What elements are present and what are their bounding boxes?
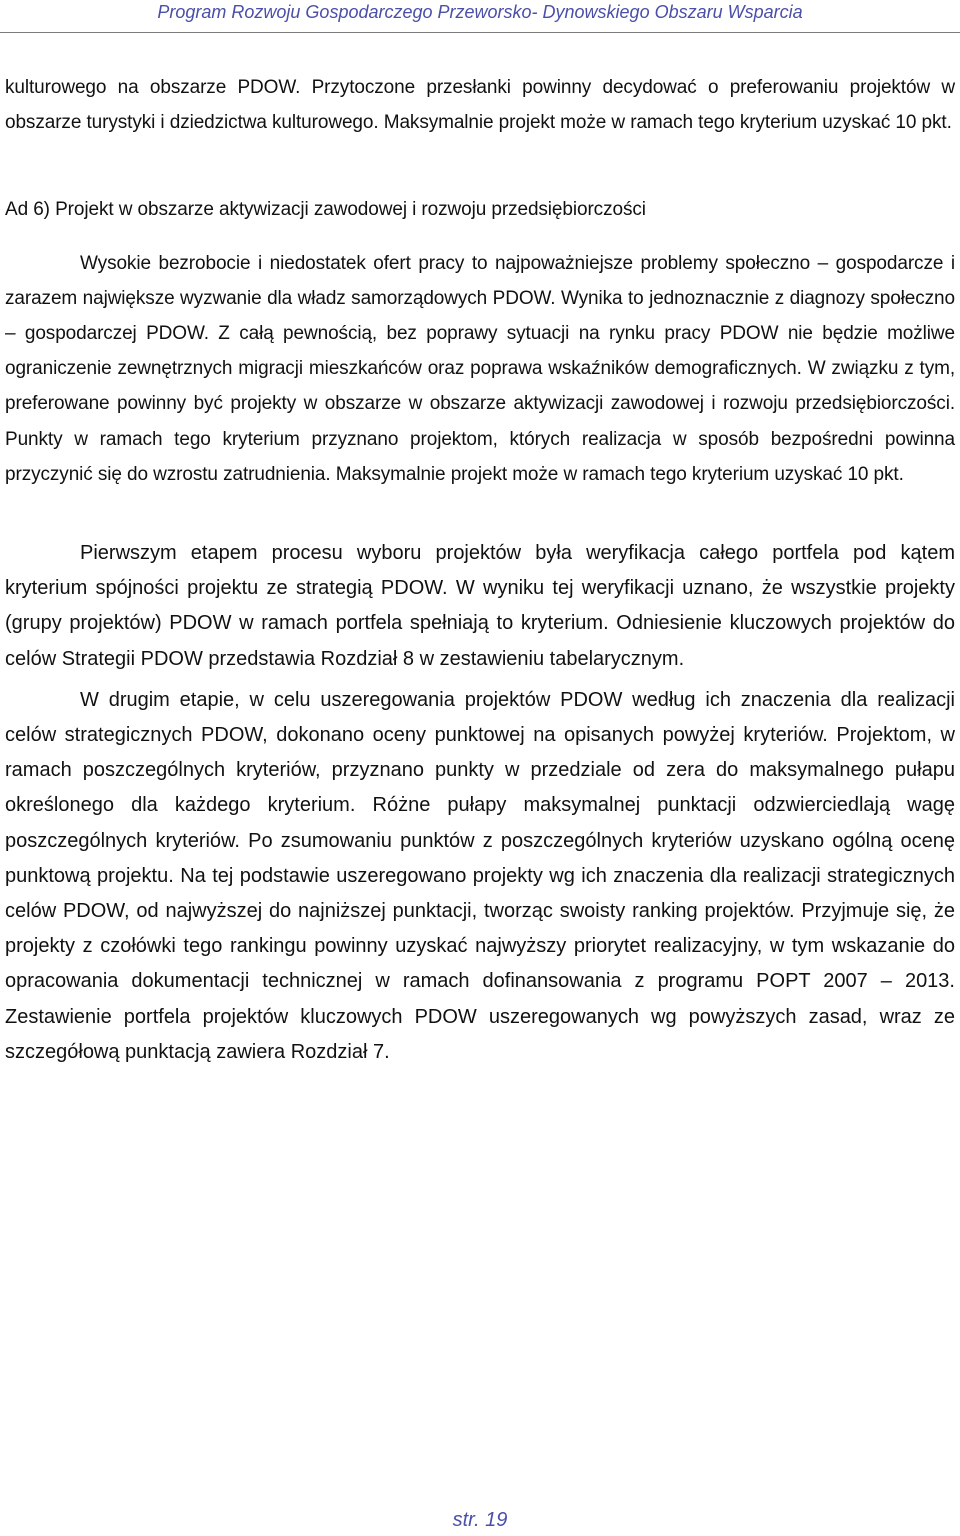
paragraph-2: Wysokie bezrobocie i niedostatek ofert pracy to najpoważniejsze problemy społeczno – gospodarcze i zarazem największe wyzwanie dla władz samorządowych PDOW. Wynika to jednoznacznie z diagnozy społeczno – gospodarczej PDOW. Z całą pewnością, bez poprawy sytuacji na rynku pracy PDOW nie będzie możliwe ograniczenie zewnętrznych migracji mieszkańców oraz poprawa wskaźników demograficznych. W związku z tym, preferowane powinny być projekty w obszarze w obszarze aktywizacji zawodowej i rozwoju przedsiębiorczości. Punkty w ramach tego kryterium przyznano projektom, których realizacja w sposób bezpośredni powinna przyczynić się do wzrostu zatrudnienia. Maksymalnie projekt może w ramach tego kryterium uzyskać 10 pkt. (5, 252, 955, 485)
paragraph-4: W drugim etapie, w celu uszeregowania projektów PDOW według ich znaczenia dla realizacji celów strategicznych PDOW, dokonano oceny punktowej na opisanych powyżej kryteriów. Projektom, w ramach poszczególnych kryteriów, przyznano punkty w przedziale od zera do maksymalnego pułapu określonego dla każdego kryterium. Różne pułapy maksymalnej punktacji odzwierciedlają wagę poszczególnych kryteriów. Po zsumowaniu punktów z poszczególnych kryteriów uzyskano ogólną ocenę punktową projektu. Na tej podstawie uszeregowano projekty wg ich znaczenia dla realizacji strategicznych celów PDOW, od najwyższej do najniższej punktacji, tworząc swoisty ranking projektów. Przyjmuje się, że projekty z czołówki tego rankingu powinny uzyskać najwyższy priorytet realizacyjny, w tym wskazanie do opracowania dokumentacji technicznej w ramach dofinansowania z programu POPT 2007 – 2013. Zestawienie portfela projektów kluczowych PDOW uszeregowanych wg powyższych zasad, wraz ze szczegółową punktacją zawiera Rozdział 7. (5, 688, 955, 1063)
document-body (5, 70, 955, 1070)
paragraph-1: kulturowego na obszarze PDOW. Przytoczone przesłanki powinny decydować o preferowaniu projektów w obszarze turystyki i dziedzictwa kulturowego. Maksymalnie projekt może w ramach tego kryterium uzyskać 10 pkt. (5, 77, 955, 134)
paragraph-3: Pierwszym etapem procesu wyboru projektów była weryfikacja całego portfela pod kątem kryterium spójności projektu ze strategią PDOW. W wyniku tej weryfikacji uznano, że wszystkie projekty (grupy projektów) PDOW w ramach portfela spełniają to kryterium. Odniesienie kluczowych projektów do celów Strategii PDOW przedstawia Rozdział 8 w zestawieniu tabelarycznym. (5, 542, 955, 670)
spacer (5, 492, 955, 536)
header-divider (0, 32, 960, 33)
section-heading-ad6: Ad 6) Projekt w obszarze aktywizacji zawodowej i rozwoju przedsiębiorczości (5, 199, 646, 221)
page-number: str. 19 (452, 1509, 508, 1531)
spacer (5, 228, 955, 246)
page-header: Program Rozwoju Gospodarczego Przeworsko- Dynowskiego Obszaru Wsparcia (157, 2, 803, 22)
spacer (5, 140, 955, 192)
